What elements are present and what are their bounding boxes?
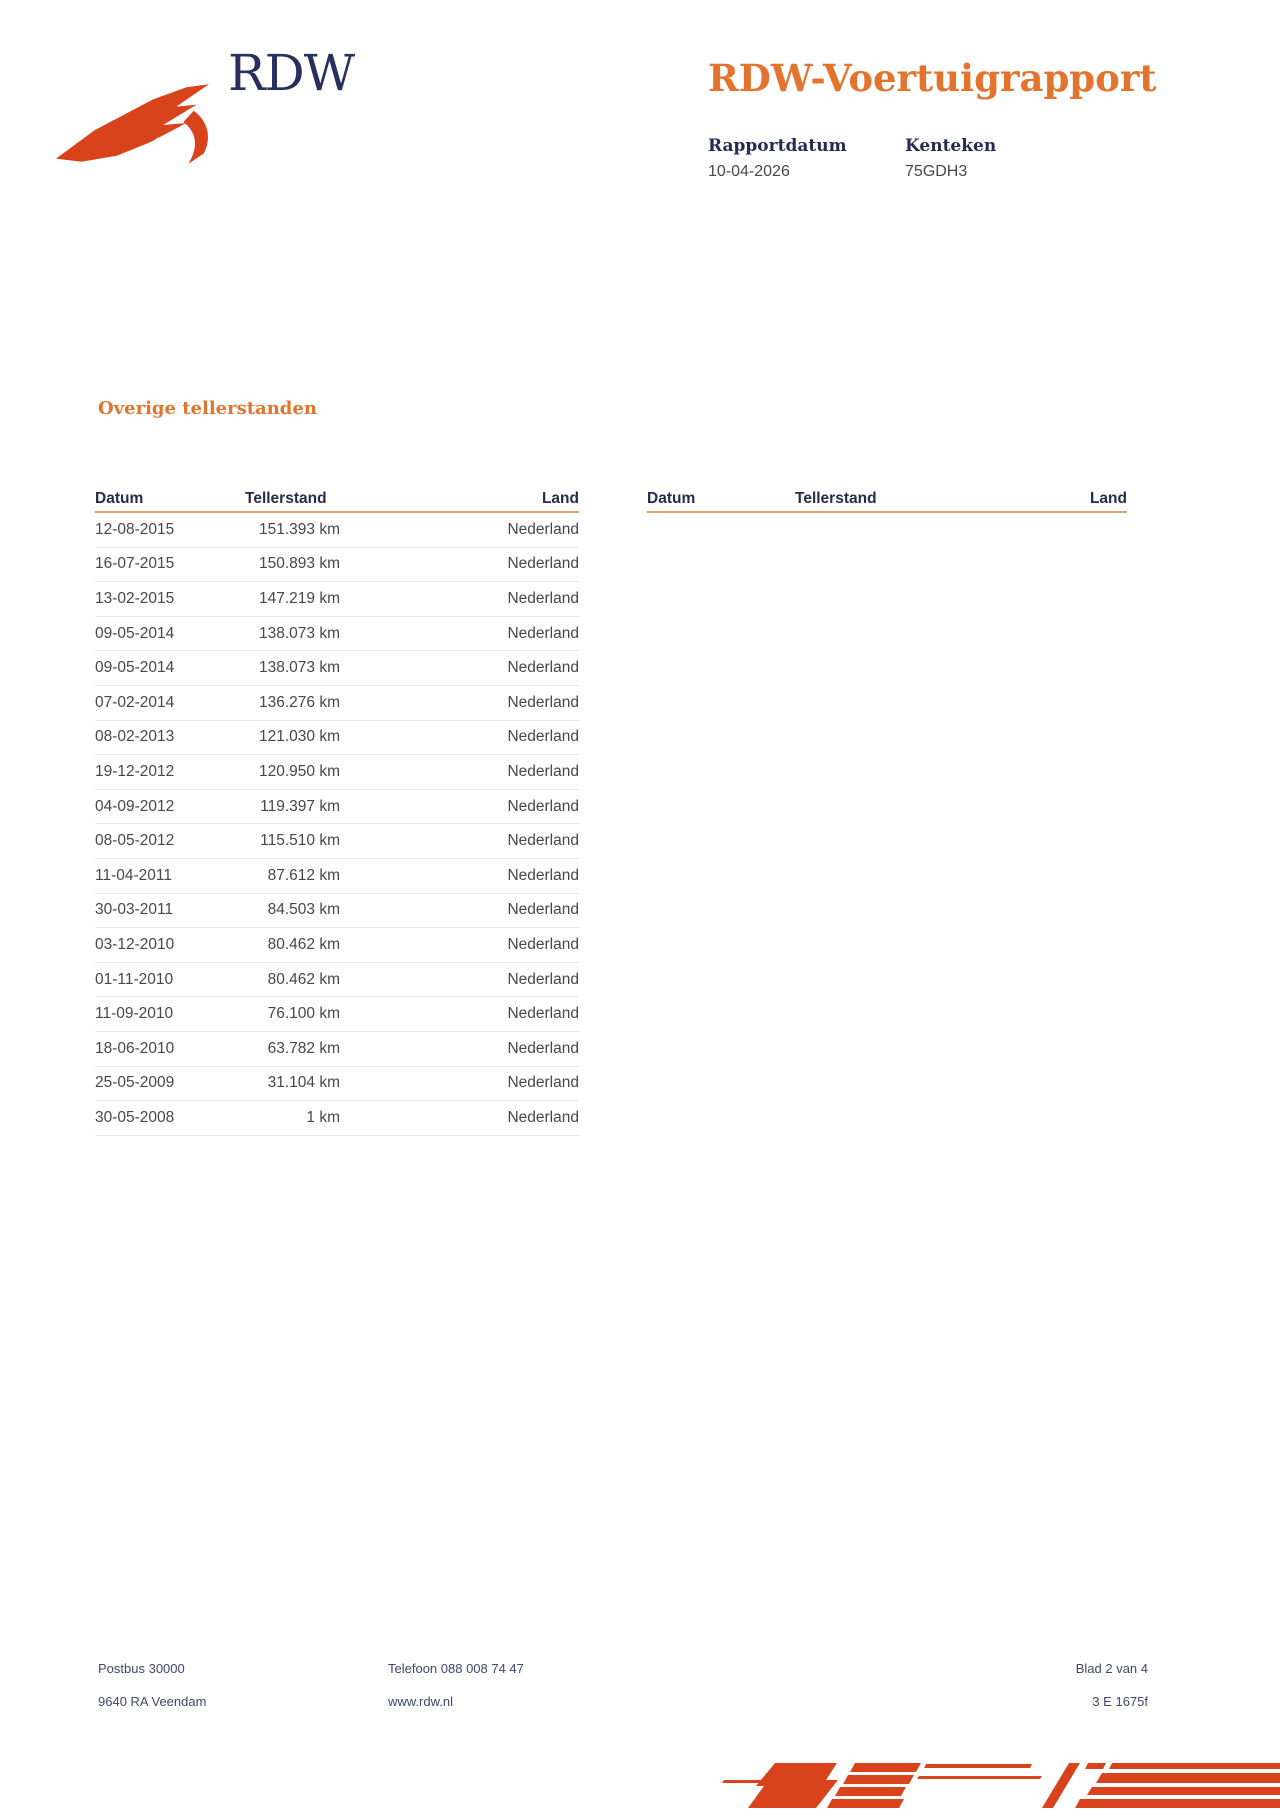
cell-tellerstand: 119.397 km xyxy=(260,797,340,815)
table-row xyxy=(95,755,579,790)
cell-tellerstand: 1 km xyxy=(306,1108,340,1126)
cell-tellerstand: 76.100 km xyxy=(267,1005,340,1023)
rdw-logo-text: RDW xyxy=(228,44,355,102)
cell-datum: 09-05-2014 xyxy=(95,624,175,642)
table-row xyxy=(95,617,579,652)
cell-datum: 03-12-2010 xyxy=(95,935,175,953)
footer-website: www.rdw.nl xyxy=(388,1694,454,1709)
cell-datum: 18-06-2010 xyxy=(95,1039,175,1057)
footer-phone: Telefoon 088 008 74 47 xyxy=(388,1661,524,1676)
cell-land: Nederland xyxy=(507,589,579,607)
cell-datum: 12-08-2015 xyxy=(95,520,175,538)
cell-datum: 11-04-2011 xyxy=(95,866,172,884)
report-date-label: Rapportdatum xyxy=(708,136,847,156)
cell-land: Nederland xyxy=(507,693,579,711)
cell-tellerstand: 63.782 km xyxy=(267,1039,340,1057)
footer-city: 9640 RA Veendam xyxy=(98,1694,207,1709)
table-body xyxy=(95,513,579,1136)
cell-datum: 13-02-2015 xyxy=(95,589,175,607)
cell-land: Nederland xyxy=(507,624,579,642)
cell-land: Nederland xyxy=(507,1074,579,1092)
cell-datum: 16-07-2015 xyxy=(95,555,175,573)
cell-land: Nederland xyxy=(507,1108,579,1126)
column-header-datum: Datum xyxy=(647,489,696,507)
cell-land: Nederland xyxy=(507,866,579,884)
cell-land: Nederland xyxy=(507,901,579,919)
footer-contact xyxy=(388,1660,524,1711)
table-row xyxy=(95,997,579,1032)
report-date-block xyxy=(708,136,905,181)
cell-datum: 07-02-2014 xyxy=(95,693,175,711)
cell-land: Nederland xyxy=(507,520,579,538)
cell-datum: 30-03-2011 xyxy=(95,901,174,919)
cell-tellerstand: 151.393 km xyxy=(259,520,340,538)
table-row xyxy=(95,928,579,963)
cell-datum: 01-11-2010 xyxy=(95,970,174,988)
table-row xyxy=(95,513,579,548)
cell-land: Nederland xyxy=(507,555,579,573)
cell-land: Nederland xyxy=(507,832,579,850)
column-header-datum: Datum xyxy=(95,489,144,507)
table-header-row xyxy=(647,486,1127,513)
cell-datum: 08-05-2012 xyxy=(95,832,175,850)
table-row xyxy=(95,824,579,859)
table-row xyxy=(95,790,579,825)
cell-land: Nederland xyxy=(507,970,579,988)
cell-datum: 19-12-2012 xyxy=(95,762,175,780)
cell-datum: 11-09-2010 xyxy=(95,1005,174,1023)
table-row xyxy=(95,859,579,894)
cell-datum: 08-02-2013 xyxy=(95,728,175,746)
cell-tellerstand: 136.276 km xyxy=(259,693,340,711)
cell-land: Nederland xyxy=(507,1039,579,1057)
rdw-logo-feather-icon xyxy=(56,84,214,164)
report-meta xyxy=(708,136,1102,181)
table-row xyxy=(95,651,579,686)
cell-land: Nederland xyxy=(507,935,579,953)
table-row xyxy=(95,1032,579,1067)
table-row xyxy=(95,686,579,721)
license-plate-label: Kenteken xyxy=(905,136,997,156)
table-header-row xyxy=(95,486,579,513)
section-title: Overige tellerstanden xyxy=(98,398,317,419)
cell-tellerstand: 138.073 km xyxy=(259,659,340,677)
odometer-table-left xyxy=(95,486,579,1136)
cell-tellerstand: 31.104 km xyxy=(267,1074,340,1092)
cell-tellerstand: 87.612 km xyxy=(267,866,340,884)
cell-datum: 25-05-2009 xyxy=(95,1074,175,1092)
table-row xyxy=(95,1101,579,1136)
footer-page-indicator: Blad 2 van 4 xyxy=(1075,1661,1148,1676)
footer-form-code: 3 E 1675f xyxy=(1092,1694,1148,1709)
cell-land: Nederland xyxy=(507,659,579,677)
cell-tellerstand: 80.462 km xyxy=(267,935,340,953)
footer-address xyxy=(98,1660,206,1711)
cell-land: Nederland xyxy=(507,797,579,815)
cell-datum: 04-09-2012 xyxy=(95,797,175,815)
cell-land: Nederland xyxy=(507,728,579,746)
rdw-stripe-pattern-icon xyxy=(720,1760,1280,1812)
page-title: RDW-Voertuigrapport xyxy=(708,56,1157,100)
cell-tellerstand: 138.073 km xyxy=(259,624,340,642)
cell-land: Nederland xyxy=(507,1005,579,1023)
table-row xyxy=(95,963,579,998)
column-header-land: Land xyxy=(1089,489,1127,507)
odometer-table-right xyxy=(647,486,1127,513)
column-header-land: Land xyxy=(541,489,579,507)
table-row xyxy=(95,1067,579,1102)
cell-land: Nederland xyxy=(507,762,579,780)
table-row xyxy=(95,548,579,583)
cell-tellerstand: 120.950 km xyxy=(259,762,340,780)
cell-tellerstand: 121.030 km xyxy=(259,728,340,746)
footer-postbus: Postbus 30000 xyxy=(98,1661,185,1676)
cell-tellerstand: 147.219 km xyxy=(259,589,340,607)
column-header-tellerstand: Tellerstand xyxy=(245,489,327,507)
cell-tellerstand: 115.510 km xyxy=(260,832,340,850)
table-row xyxy=(95,582,579,617)
table-row xyxy=(95,721,579,756)
cell-tellerstand: 80.462 km xyxy=(267,970,340,988)
cell-datum: 30-05-2008 xyxy=(95,1108,175,1126)
license-plate-block xyxy=(905,136,1102,181)
report-date-value: 10-04-2026 xyxy=(708,163,790,180)
cell-tellerstand: 84.503 km xyxy=(267,901,340,919)
license-plate-value: 75GDH3 xyxy=(905,163,968,180)
cell-datum: 09-05-2014 xyxy=(95,659,175,677)
footer-pagination xyxy=(1076,1660,1148,1711)
table-row xyxy=(95,894,579,929)
column-header-tellerstand: Tellerstand xyxy=(795,489,877,507)
cell-tellerstand: 150.893 km xyxy=(259,555,340,573)
